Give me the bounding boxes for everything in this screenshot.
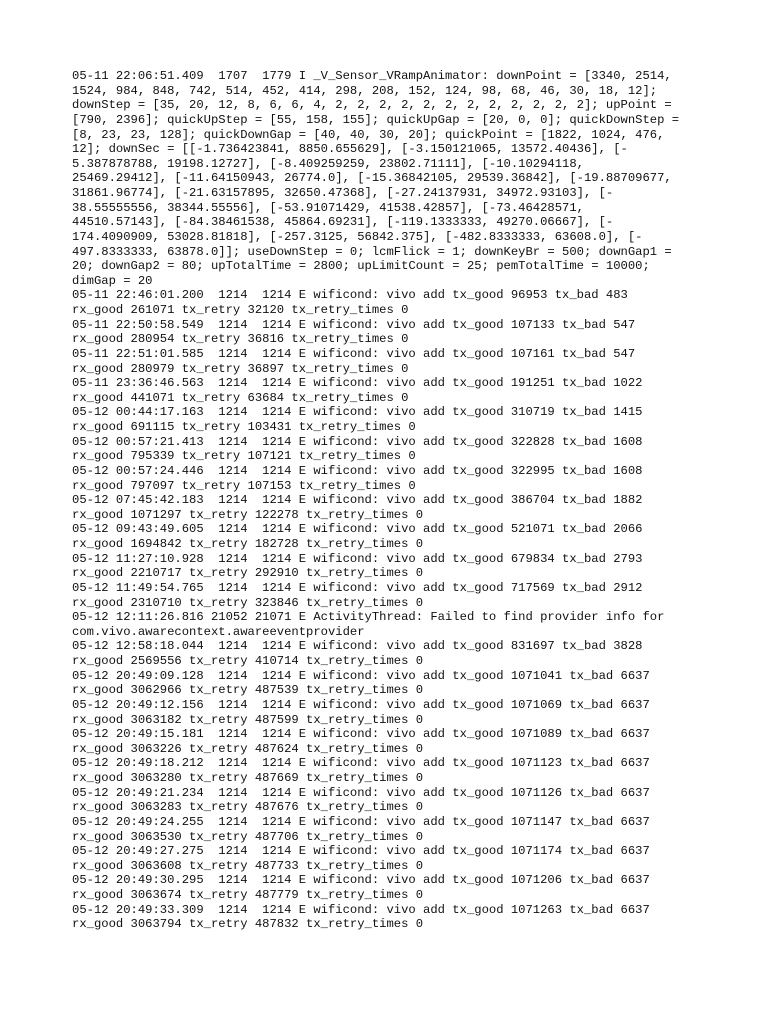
log-line: 44510.57143], [-84.38461538, 45864.69231], [-119.1333333, 49270.06667], [-: [72, 215, 614, 230]
log-line: 05-12 20:49:24.255 1214 1214 E wificond: vivo add tx_good 1071147 tx_bad 6637: [72, 814, 650, 829]
log-line: 05-11 22:06:51.409 1707 1779 I _V_Sensor_VRampAnimator: downPoint = [3340, 2514,: [72, 69, 672, 83]
log-line: [790, 2396]; quickUpStep = [55, 158, 155]; quickUpGap = [20, 0, 0]; quickDownStep =: [72, 112, 680, 127]
log-line: rx_good 2569556 tx_retry 410714 tx_retry_times 0: [72, 654, 424, 668]
log-body: [72, 69, 700, 932]
log-line: rx_good 3063280 tx_retry 487669 tx_retry_times 0: [72, 771, 424, 785]
log-line: rx_good 3063182 tx_retry 487599 tx_retry_times 0: [72, 712, 424, 727]
log-line: rx_good 280954 tx_retry 36816 tx_retry_times 0: [72, 332, 409, 347]
log-line: rx_good 2210717 tx_retry 292910 tx_retry_times 0: [72, 566, 424, 581]
log-line: 05-11 22:51:01.585 1214 1214 E wificond: vivo add tx_good 107161 tx_bad 547: [72, 346, 636, 361]
log-line: rx_good 2310710 tx_retry 323846 tx_retry_times 0: [72, 595, 424, 610]
log-line: 5.387878788, 19198.12727], [-8.409259259, 23802.71111], [-10.10294118,: [72, 156, 584, 171]
log-line: 05-12 20:49:09.128 1214 1214 E wificond: vivo add tx_good 1071041 tx_bad 6637: [72, 668, 650, 683]
log-line: 12]; downSec = [[-1.736423841, 8850.655629], [-3.150121065, 13572.40436], [-: [72, 142, 628, 157]
log-line: com.vivo.awarecontext.awareeventprovider: [72, 624, 365, 639]
log-line: rx_good 3062966 tx_retry 487539 tx_retry_times 0: [72, 683, 424, 698]
log-line: rx_good 280979 tx_retry 36897 tx_retry_times 0: [72, 361, 409, 376]
log-line: rx_good 691115 tx_retry 103431 tx_retry_times 0: [72, 420, 416, 434]
log-line: 05-12 00:57:21.413 1214 1214 E wificond: vivo add tx_good 322828 tx_bad 1608: [72, 434, 643, 449]
log-line: 05-12 20:49:12.156 1214 1214 E wificond: vivo add tx_good 1071069 tx_bad 6637: [72, 697, 650, 712]
log-line: rx_good 3063794 tx_retry 487832 tx_retry_times 0: [72, 917, 424, 932]
log-line: downStep = [35, 20, 12, 8, 6, 6, 4, 2, 2, 2, 2, 2, 2, 2, 2, 2, 2, 2, 2]; upPoint =: [72, 98, 672, 113]
log-line: 25469.29412], [-11.64150943, 26774.0], [-15.36842105, 29539.36842], [-19.88709677,: [72, 171, 672, 186]
log-line: 38.55555556, 38344.55556], [-53.91071429, 41538.42857], [-73.46428571,: [72, 200, 584, 215]
log-line: rx_good 441071 tx_retry 63684 tx_retry_times 0: [72, 390, 409, 405]
log-line: 31861.96774], [-21.63157895, 32650.47368], [-27.24137931, 34972.93103], [-: [72, 186, 614, 200]
log-line: rx_good 797097 tx_retry 107153 tx_retry_times 0: [72, 478, 416, 493]
log-line: rx_good 3063608 tx_retry 487733 tx_retry_times 0: [72, 858, 424, 873]
log-line: 20; downGap2 = 80; upTotalTime = 2800; upLimitCount = 25; pemTotalTime = 10000;: [72, 259, 650, 274]
log-line: rx_good 261071 tx_retry 32120 tx_retry_times 0: [72, 303, 409, 317]
log-line: rx_good 3063226 tx_retry 487624 tx_retry_times 0: [72, 741, 424, 756]
log-line: 05-12 20:49:18.212 1214 1214 E wificond: vivo add tx_good 1071123 tx_bad 6637: [72, 756, 650, 771]
log-line: 05-12 20:49:15.181 1214 1214 E wificond: vivo add tx_good 1071089 tx_bad 6637: [72, 727, 650, 742]
log-line: 05-12 20:49:30.295 1214 1214 E wificond: vivo add tx_good 1071206 tx_bad 6637: [72, 873, 650, 888]
log-line: 1524, 984, 848, 742, 514, 452, 414, 298, 208, 152, 124, 98, 68, 46, 30, 18, 12];: [72, 83, 658, 98]
log-line: rx_good 3063530 tx_retry 487706 tx_retry_times 0: [72, 829, 424, 844]
log-line: [8, 23, 23, 128]; quickDownGap = [40, 40, 30, 20]; quickPoint = [1822, 1024, 476,: [72, 127, 665, 142]
log-line: 05-12 09:43:49.605 1214 1214 E wificond: vivo add tx_good 521071 tx_bad 2066: [72, 522, 643, 537]
log-line: rx_good 3063283 tx_retry 487676 tx_retry_times 0: [72, 800, 424, 815]
log-line: 05-12 11:49:54.765 1214 1214 E wificond: vivo add tx_good 717569 tx_bad 2912: [72, 580, 643, 595]
log-line: 05-12 12:58:18.044 1214 1214 E wificond: vivo add tx_good 831697 tx_bad 3828: [72, 639, 643, 654]
log-line: 497.8333333, 63878.0]]; useDownStep = 0; lcmFlick = 1; downKeyBr = 500; downGap1 =: [72, 244, 672, 259]
log-line: 05-12 00:57:24.446 1214 1214 E wificond: vivo add tx_good 322995 tx_bad 1608: [72, 463, 643, 478]
log-line: rx_good 3063674 tx_retry 487779 tx_retry_times 0: [72, 888, 424, 902]
log-line: 174.4090909, 53028.81818], [-257.3125, 56842.375], [-482.8333333, 63608.0], [-: [72, 229, 643, 244]
log-line: 05-11 22:50:58.549 1214 1214 E wificond: vivo add tx_good 107133 tx_bad 547: [72, 317, 636, 332]
log-line: dimGap = 20: [72, 273, 153, 288]
log-line: 05-12 07:45:42.183 1214 1214 E wificond: vivo add tx_good 386704 tx_bad 1882: [72, 493, 643, 508]
log-line: 05-11 22:46:01.200 1214 1214 E wificond: vivo add tx_good 96953 tx_bad 483: [72, 288, 628, 303]
log-line: 05-12 12:11:26.816 21052 21071 E ActivityThread: Failed to find provider info for: [72, 610, 665, 625]
log-line: 05-12 00:44:17.163 1214 1214 E wificond: vivo add tx_good 310719 tx_bad 1415: [72, 405, 643, 420]
log-line: 05-11 23:36:46.563 1214 1214 E wificond: vivo add tx_good 191251 tx_bad 1022: [72, 376, 643, 391]
log-line: rx_good 795339 tx_retry 107121 tx_retry_times 0: [72, 449, 416, 464]
log-line: 05-12 11:27:10.928 1214 1214 E wificond: vivo add tx_good 679834 tx_bad 2793: [72, 551, 643, 566]
log-line: rx_good 1071297 tx_retry 122278 tx_retry_times 0: [72, 507, 424, 522]
log-line: 05-12 20:49:21.234 1214 1214 E wificond: vivo add tx_good 1071126 tx_bad 6637: [72, 785, 650, 800]
log-line: rx_good 1694842 tx_retry 182728 tx_retry_times 0: [72, 537, 424, 551]
log-line: 05-12 20:49:27.275 1214 1214 E wificond: vivo add tx_good 1071174 tx_bad 6637: [72, 844, 650, 859]
log-document: [72, 69, 700, 932]
log-line: 05-12 20:49:33.309 1214 1214 E wificond: vivo add tx_good 1071263 tx_bad 6637: [72, 902, 650, 917]
